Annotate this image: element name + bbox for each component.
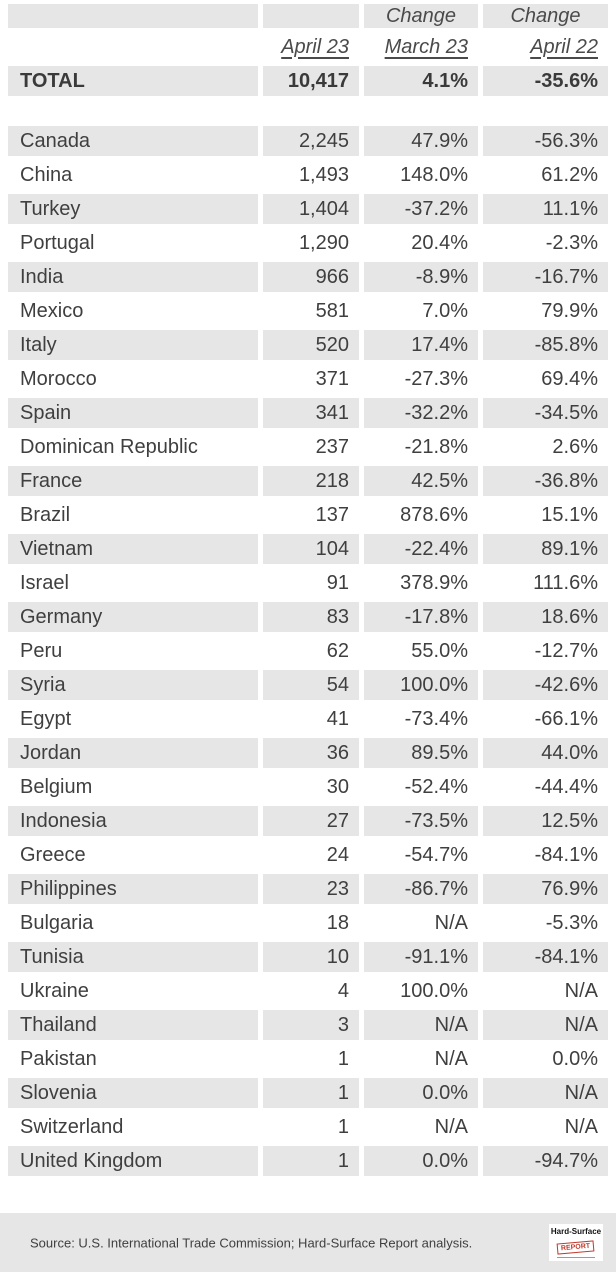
table-row [8,840,608,870]
table-row [8,398,608,428]
value-cell: 30 [263,772,359,802]
change-april-cell: 89.1% [483,534,608,564]
country-cell: Turkey [8,194,258,224]
change-march-cell: 100.0% [364,670,478,700]
header-empty-cell [8,4,258,28]
header-row-change [8,4,608,28]
table-row [8,772,608,802]
change-march-cell: 17.4% [364,330,478,360]
value-cell: 2,245 [263,126,359,156]
table-row [8,1044,608,1074]
table-row [8,806,608,836]
change-april-cell: N/A [483,1010,608,1040]
header-empty-cell [8,32,258,62]
table-row [8,942,608,972]
country-cell: France [8,466,258,496]
table-row [8,160,608,190]
country-cell: Italy [8,330,258,360]
table-row [8,908,608,938]
total-change-april22: -35.6% [483,66,608,96]
change-april-cell: -5.3% [483,908,608,938]
value-cell: 91 [263,568,359,598]
table-row [8,364,608,394]
logo-brand-text: Hard-Surface [550,1227,602,1236]
table-row [8,1146,608,1176]
header-april23-label: April 23 [263,32,359,62]
table-row [8,330,608,360]
change-march-cell: -21.8% [364,432,478,462]
country-cell: Vietnam [8,534,258,564]
table-row [8,636,608,666]
change-march-cell: -8.9% [364,262,478,292]
country-cell: Tunisia [8,942,258,972]
value-cell: 54 [263,670,359,700]
change-april-cell: -66.1% [483,704,608,734]
footer-bar [0,1213,616,1272]
change-march-cell: -54.7% [364,840,478,870]
value-cell: 3 [263,1010,359,1040]
table-row [8,704,608,734]
table-row [8,534,608,564]
change-april-cell: -94.7% [483,1146,608,1176]
country-cell: Germany [8,602,258,632]
table-row [8,568,608,598]
value-cell: 23 [263,874,359,904]
country-cell: United Kingdom [8,1146,258,1176]
table-row [8,1078,608,1108]
country-cell: Switzerland [8,1112,258,1142]
total-row [8,66,608,96]
change-april-cell: -2.3% [483,228,608,258]
country-cell: Spain [8,398,258,428]
country-cell: Slovenia [8,1078,258,1108]
value-cell: 371 [263,364,359,394]
value-cell: 1,493 [263,160,359,190]
change-march-cell: 100.0% [364,976,478,1006]
value-cell: 520 [263,330,359,360]
change-april-cell: 76.9% [483,874,608,904]
value-cell: 237 [263,432,359,462]
header-empty-cell [263,4,359,28]
change-april-cell: -44.4% [483,772,608,802]
country-cell: Egypt [8,704,258,734]
change-march-cell: N/A [364,1044,478,1074]
value-cell: 1 [263,1146,359,1176]
table-row [8,466,608,496]
table-row [8,670,608,700]
change-april-cell: -85.8% [483,330,608,360]
country-cell: Canada [8,126,258,156]
logo-tagline [557,1257,595,1258]
change-april-cell: 12.5% [483,806,608,836]
change-april-cell: 61.2% [483,160,608,190]
change-march-cell: 20.4% [364,228,478,258]
change-march-cell: 378.9% [364,568,478,598]
country-cell: India [8,262,258,292]
change-april-cell: N/A [483,1112,608,1142]
table-row [8,1010,608,1040]
change-march-cell: -27.3% [364,364,478,394]
change-march-cell: 47.9% [364,126,478,156]
change-march-cell: -86.7% [364,874,478,904]
table-row [8,738,608,768]
imports-by-country-table [3,0,613,1180]
change-april-cell: N/A [483,1078,608,1108]
change-april-cell: 69.4% [483,364,608,394]
change-april-cell: 111.6% [483,568,608,598]
change-april-cell: 0.0% [483,1044,608,1074]
change-march-cell: 7.0% [364,296,478,326]
change-march-cell: 878.6% [364,500,478,530]
header-april22-label: April 22 [483,32,608,62]
table-row [8,432,608,462]
hard-surface-report-logo [549,1224,603,1261]
value-cell: 1 [263,1078,359,1108]
header-change-march-label: Change [364,4,478,28]
value-cell: 137 [263,500,359,530]
value-cell: 41 [263,704,359,734]
change-march-cell: 0.0% [364,1146,478,1176]
country-cell: Bulgaria [8,908,258,938]
country-cell: Philippines [8,874,258,904]
change-march-cell: 148.0% [364,160,478,190]
country-cell: Peru [8,636,258,666]
country-cell: Indonesia [8,806,258,836]
table-row [8,976,608,1006]
total-april23-value: 10,417 [263,66,359,96]
country-cell: Pakistan [8,1044,258,1074]
change-april-cell: -34.5% [483,398,608,428]
value-cell: 1,290 [263,228,359,258]
change-march-cell: 89.5% [364,738,478,768]
table-row [8,262,608,292]
change-march-cell: -17.8% [364,602,478,632]
table-row [8,228,608,258]
value-cell: 24 [263,840,359,870]
table-row [8,126,608,156]
value-cell: 104 [263,534,359,564]
change-april-cell: -16.7% [483,262,608,292]
value-cell: 341 [263,398,359,428]
change-march-cell: 55.0% [364,636,478,666]
table-row [8,500,608,530]
country-cell: Belgium [8,772,258,802]
value-cell: 1 [263,1044,359,1074]
value-cell: 36 [263,738,359,768]
change-march-cell: -22.4% [364,534,478,564]
change-march-cell: 42.5% [364,466,478,496]
change-april-cell: 11.1% [483,194,608,224]
change-april-cell: -12.7% [483,636,608,666]
value-cell: 218 [263,466,359,496]
change-april-cell: -84.1% [483,840,608,870]
value-cell: 581 [263,296,359,326]
value-cell: 4 [263,976,359,1006]
value-cell: 27 [263,806,359,836]
country-cell: Brazil [8,500,258,530]
change-april-cell: 18.6% [483,602,608,632]
country-cell: Morocco [8,364,258,394]
value-cell: 83 [263,602,359,632]
table-row [8,602,608,632]
value-cell: 966 [263,262,359,292]
value-cell: 1,404 [263,194,359,224]
country-cell: Portugal [8,228,258,258]
country-cell: Syria [8,670,258,700]
change-april-cell: N/A [483,976,608,1006]
change-april-cell: 79.9% [483,296,608,326]
value-cell: 1 [263,1112,359,1142]
country-cell: Jordan [8,738,258,768]
change-april-cell: -56.3% [483,126,608,156]
change-march-cell: -37.2% [364,194,478,224]
change-march-cell: -32.2% [364,398,478,428]
value-cell: 62 [263,636,359,666]
change-april-cell: -36.8% [483,466,608,496]
change-april-cell: -42.6% [483,670,608,700]
change-march-cell: -52.4% [364,772,478,802]
change-march-cell: N/A [364,908,478,938]
change-april-cell: 15.1% [483,500,608,530]
source-note: Source: U.S. International Trade Commission; Hard-Surface Report analysis. [30,1235,473,1250]
change-march-cell: N/A [364,1112,478,1142]
country-cell: Thailand [8,1010,258,1040]
country-cell: Israel [8,568,258,598]
change-march-cell: N/A [364,1010,478,1040]
table-row [8,874,608,904]
change-march-cell: -73.4% [364,704,478,734]
country-cell: Ukraine [8,976,258,1006]
header-march23-label: March 23 [364,32,478,62]
table-body [8,126,608,1176]
value-cell: 10 [263,942,359,972]
total-label: TOTAL [8,66,258,96]
table-row [8,194,608,224]
logo-report-stamp: REPORT [557,1240,595,1254]
header-row-periods [8,32,608,62]
value-cell: 18 [263,908,359,938]
change-march-cell: 0.0% [364,1078,478,1108]
table-row [8,296,608,326]
country-cell: China [8,160,258,190]
country-cell: Dominican Republic [8,432,258,462]
change-march-cell: -73.5% [364,806,478,836]
change-april-cell: 44.0% [483,738,608,768]
country-cell: Mexico [8,296,258,326]
table-row [8,1112,608,1142]
spacer-row [8,100,608,122]
change-april-cell: 2.6% [483,432,608,462]
country-cell: Greece [8,840,258,870]
change-march-cell: -91.1% [364,942,478,972]
total-change-march23: 4.1% [364,66,478,96]
change-april-cell: -84.1% [483,942,608,972]
header-change-april-label: Change [483,4,608,28]
